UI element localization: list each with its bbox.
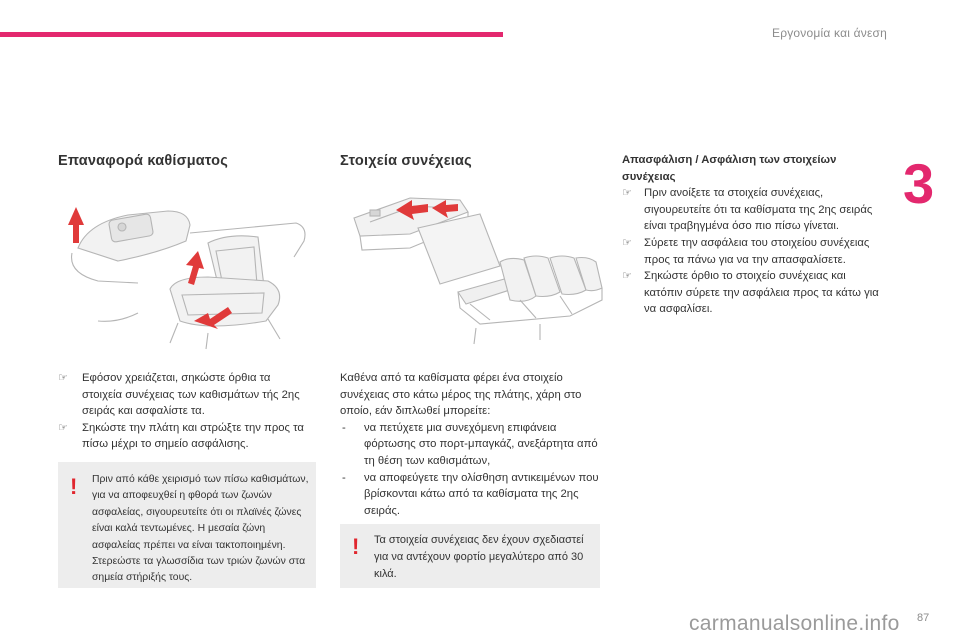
page-number: 87	[917, 612, 930, 624]
exclamation-icon: !	[352, 534, 360, 559]
list-item: ☞ Σύρετε την ασφάλεια του στοιχείου συνέχειας προς τα πάνω για να την απασφαλίσετε.	[622, 236, 870, 266]
continuity-elements-illustration	[340, 188, 606, 348]
list-item: - να πετύχετε μια συνεχόμενη επιφάνεια φόρτωσης στο πορτ-μπαγκάζ, ανεξάρτητα από τη θέση των καθισμάτων,	[342, 421, 598, 467]
list-item: - να αποφεύγετε την ολίσθηση αντικειμένων που βρίσκονται κάτω από τα καθίσματα της 2ης σειράς.	[342, 471, 599, 517]
continuity-description	[340, 370, 600, 519]
list-item: ☞ Σηκώστε την πλάτη και στρώξτε την προς τα πίσω μέχρι το σημείο ασφάλισης.	[58, 421, 304, 451]
watermark: carmanualsonline.info	[689, 612, 900, 635]
pointing-finger-icon: ☞	[58, 372, 68, 384]
section-title-seat-reset: Επαναφορά καθίσματος	[58, 153, 228, 169]
seat-reset-illustration	[58, 193, 316, 353]
continuity-intro: Καθένα από τα καθίσματα φέρει ένα στοιχείο συνέχειας στο κάτω μέρος της πλάτης, χάρη στο οποίο, εάν διπλωθεί μπορείτε:	[340, 372, 582, 418]
chapter-number: 3	[903, 152, 935, 215]
chapter-title: Εργονομία και άνεση	[772, 26, 887, 40]
load-warning-box	[340, 524, 600, 588]
pointing-finger-icon: ☞	[622, 270, 632, 283]
warning-text: Πριν από κάθε χειρισμό των πίσω καθισμάτων, για να αποφευχθεί η φθορά των ζωνών ασφαλείας, σιγουρευτείτε ότι οι πλαϊνές ζώνες είναι καλά τεντωμένες. Η μεσαία ζώνη ασφαλείας πρέπει να είναι τακτοποιημένη. Στερεώστε τα γλωσσίδια των τριών ζωνών στα σημεία στήριξής τους.	[92, 474, 309, 584]
header-accent-bar	[0, 32, 503, 37]
list-item: ☞ Εφόσον χρειάζεται, σηκώστε όρθια τα στοιχεία συνέχειας των καθισμάτων τής 2ης σειράς και ασφαλίστε τα.	[58, 372, 300, 418]
pointing-finger-icon: ☞	[622, 236, 632, 249]
continuity-benefits	[340, 420, 600, 520]
lock-unlock-section	[622, 152, 882, 318]
list-item: ☞ Σηκώστε όρθιο το στοιχείο συνέχειας και κατόπιν σύρετε την ασφάλεια προς τα κάτω για να ασφαλίσει.	[622, 270, 879, 316]
section-heading-lock-unlock: Απασφάλιση / Ασφάλιση των στοιχείων συνέχειας	[622, 154, 837, 183]
warning-text: Τα στοιχεία συνέχειας δεν έχουν σχεδιαστεί για να αντέχουν φορτίο μεγαλύτερο από 30 κιλά.	[374, 534, 584, 580]
exclamation-icon: !	[70, 474, 78, 499]
section-title-continuity: Στοιχεία συνέχειας	[340, 153, 472, 169]
lock-unlock-steps	[622, 185, 882, 318]
seatbelt-warning-box	[58, 462, 316, 588]
pointing-finger-icon: ☞	[58, 421, 68, 434]
pointing-finger-icon: ☞	[622, 187, 632, 200]
list-item: ☞ Πριν ανοίξετε τα στοιχεία συνέχειας, σιγουρευτείτε ότι τα καθίσματα της 2ης σειράς είναι τραβηγμένα όσο πιο πίσω γίνεται.	[622, 187, 873, 233]
seat-reset-steps	[58, 370, 308, 453]
